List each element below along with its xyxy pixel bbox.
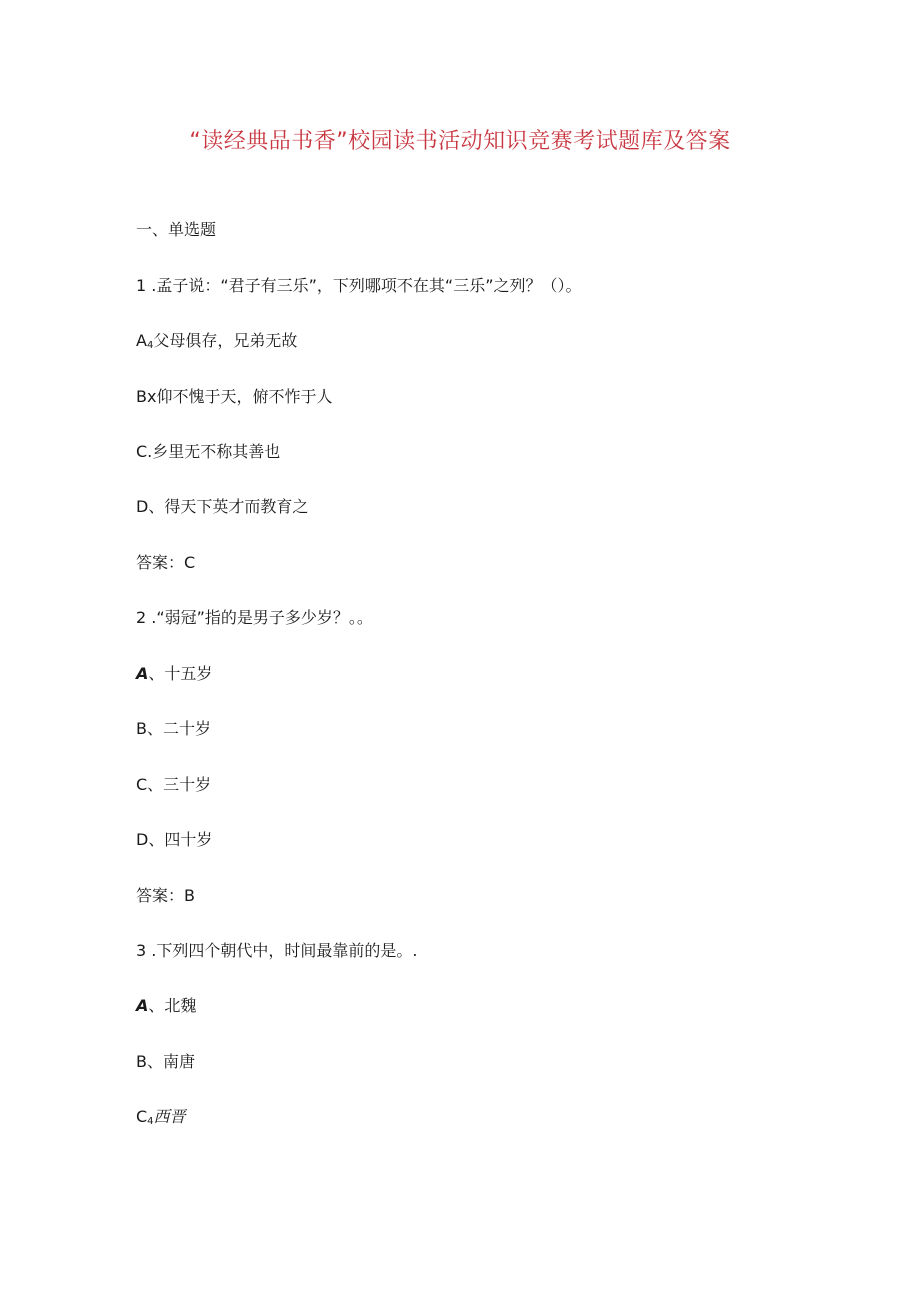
option-letter: A [136, 996, 149, 1015]
question-1-option-a [136, 331, 297, 356]
question-2-stem: 2 .“弱冠”指的是男子多少岁？。。 [136, 608, 373, 627]
option-text: 父母俱存，兄弟无故 [153, 331, 298, 350]
option-text: 、北魏 [148, 996, 197, 1015]
question-2-option-c: C、三十岁 [136, 775, 212, 794]
section-heading: 一、单选题 [136, 220, 217, 239]
question-3-option-b: B、南唐 [136, 1052, 195, 1071]
question-1-answer: 答案：C [136, 553, 196, 572]
option-subscript: 4 [146, 340, 154, 351]
option-letter: C [136, 1107, 148, 1126]
question-3-stem: 3 .下列四个朝代中，时间最靠前的是。. [136, 941, 418, 960]
question-1-option-d: D、得天下英才而教育之 [136, 497, 309, 516]
question-1-stem: 1 .孟子说：“君子有三乐”，下列哪项不在其“三乐”之列？（）。 [136, 276, 582, 295]
question-2-answer: 答案：B [136, 886, 195, 905]
document-title: “读经典品书香”校园读书活动知识竞赛考试题库及答案 [189, 129, 731, 154]
option-letter: A [136, 331, 147, 350]
question-1-option-b: Bx仰不愧于天，俯不怍于人 [136, 387, 333, 406]
option-letter: A [136, 664, 149, 683]
question-2-option-d: D、四十岁 [136, 830, 213, 849]
option-text: 、十五岁 [148, 664, 213, 683]
question-2-option-a [136, 664, 212, 684]
question-2-option-b: B、二十岁 [136, 719, 211, 738]
question-3-option-c [136, 1107, 186, 1132]
question-1-option-c: C.乡里无不称其善也 [136, 442, 281, 461]
question-3-option-a [136, 996, 196, 1016]
option-text: 西晋 [153, 1107, 186, 1126]
option-subscript: 4 [147, 1116, 154, 1127]
